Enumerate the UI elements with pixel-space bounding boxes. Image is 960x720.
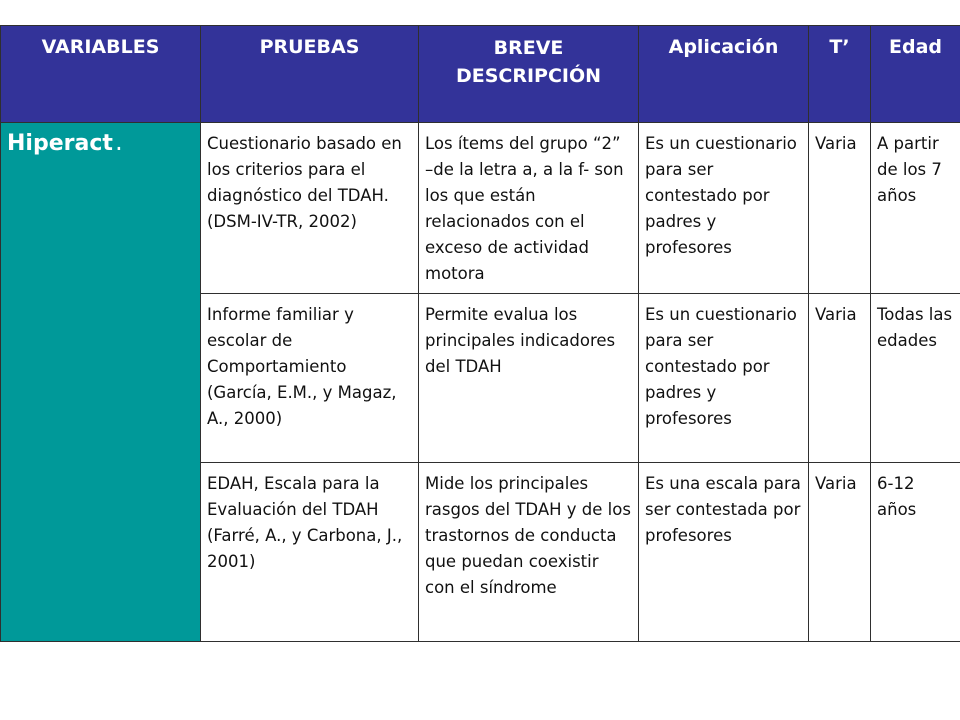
prueba-cell: EDAH, Escala para la Evaluación del TDAH (Farré, A., y Carbona, J., 2001) <box>201 463 419 642</box>
table-row <box>1 123 960 294</box>
aplicacion-cell: Es un cuestionario para ser contestado por padres y profesores <box>639 294 809 463</box>
aplicacion-cell: Es una escala para ser contestada por profesores <box>639 463 809 642</box>
header-tiempo: T’ <box>809 26 871 123</box>
descripcion-cell: Mide los principales rasgos del TDAH y de los trastornos de conducta que puedan coexistir con el síndrome <box>419 463 639 642</box>
header-row <box>1 26 960 123</box>
edad-cell: Todas las edades <box>871 294 960 463</box>
descripcion-cell: Permite evalua los principales indicadores del TDAH <box>419 294 639 463</box>
tiempo-cell: Varia <box>809 463 871 642</box>
variable-suffix: . <box>112 131 125 155</box>
edad-cell: A partir de los 7 años <box>871 123 960 294</box>
variable-cell <box>1 123 201 642</box>
tiempo-cell: Varia <box>809 123 871 294</box>
prueba-cell: Informe familiar y escolar de Comportamiento (García, E.M., y Magaz, A., 2000) <box>201 294 419 463</box>
header-variables: VARIABLES <box>1 26 201 123</box>
header-pruebas: PRUEBAS <box>201 26 419 123</box>
tiempo-cell: Varia <box>809 294 871 463</box>
prueba-cell: Cuestionario basado en los criterios para el diagnóstico del TDAH. (DSM-IV-TR, 2002) <box>201 123 419 294</box>
descripcion-cell: Los ítems del grupo “2” –de la letra a, a la f- son los que están relacionados con el exceso de actividad motora <box>419 123 639 294</box>
variable-name: Hiperact <box>7 131 113 156</box>
edad-cell: 6-12 años <box>871 463 960 642</box>
tests-table <box>0 25 960 642</box>
header-aplicacion: Aplicación <box>639 26 809 123</box>
aplicacion-cell: Es un cuestionario para ser contestado por padres y profesores <box>639 123 809 294</box>
header-edad: Edad <box>871 26 960 123</box>
header-descripcion: BREVE DESCRIPCIÓN <box>419 26 639 123</box>
